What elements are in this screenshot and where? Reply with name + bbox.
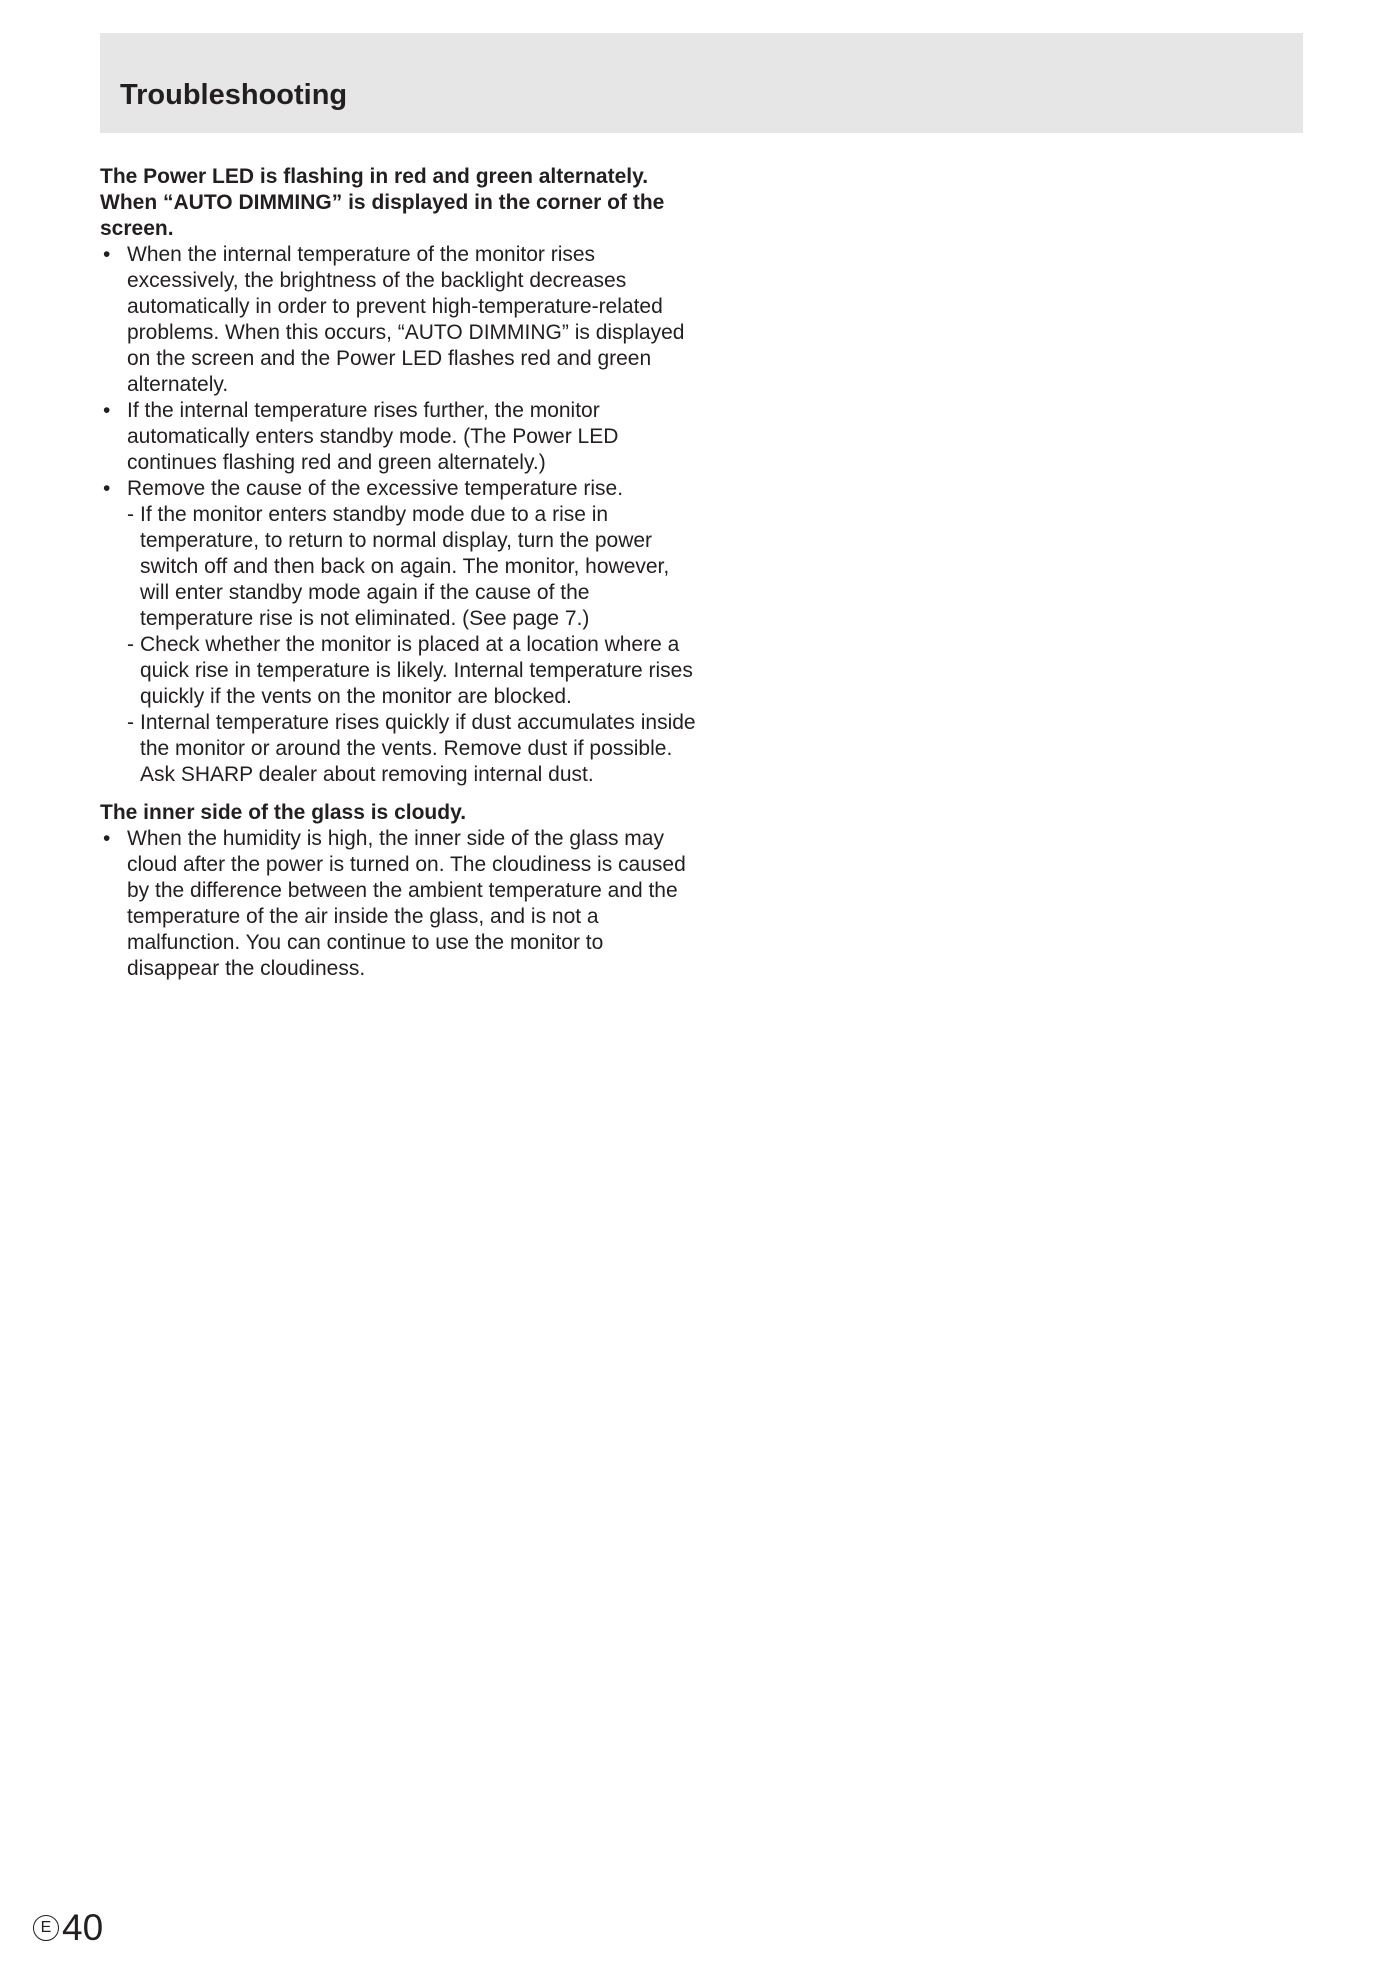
page-title: Troubleshooting — [120, 79, 348, 111]
bullet-item — [100, 242, 700, 398]
bullet-item — [100, 476, 700, 788]
sub-item — [127, 710, 700, 788]
bullet-text: If the internal temperature rises further, the monitor automatically enters standby mode. (The Power LED continues flashing red and green alternately.) — [127, 399, 619, 474]
sub-item-text: Internal temperature rises quickly if dust accumulates inside the monitor or around the vents. Remove dust if possible. Ask SHARP dealer about removing internal dust. — [140, 711, 696, 786]
section-heading: The Power LED is flashing in red and green alternately. When “AUTO DIMMING” is displayed in the corner of the screen. — [100, 165, 665, 240]
bullet-item — [100, 398, 700, 476]
sub-item — [127, 632, 700, 710]
section-header-bar — [100, 33, 1303, 133]
sub-item-text: Check whether the monitor is placed at a location where a quick rise in temperature is likely. Internal temperature rises quickly if the vents on the monitor are blocked. — [140, 633, 693, 708]
bullet-text: When the humidity is high, the inner side of the glass may cloud after the power is turned on. The cloudiness is caused by the difference between the ambient temperature and the temperature of the air inside the glass, and is not a malfunction. You can continue to use the monitor to disappear the cloudiness. — [127, 827, 686, 980]
bullet-item — [100, 826, 700, 982]
bullet-list — [100, 242, 700, 788]
bullet-text: When the internal temperature of the monitor rises excessively, the brightness of the backlight decreases automatically in order to prevent high-temperature-related problems. When this occurs, “AUTO DIMMING” is displayed on the screen and the Power LED flashes red and green alternately. — [127, 243, 685, 396]
language-badge-icon: E — [33, 1915, 59, 1941]
main-content — [100, 164, 700, 982]
section-spacer — [100, 788, 700, 800]
section-heading: The inner side of the glass is cloudy. — [100, 801, 467, 824]
sub-list — [127, 502, 700, 788]
troubleshooting-section-cloudy-glass — [100, 800, 700, 982]
bullet-text: Remove the cause of the excessive temperature rise. — [127, 477, 624, 500]
sub-item-text: If the monitor enters standby mode due to a rise in temperature, to return to normal display, turn the power switch off and then back on again. The monitor, however, will enter standby mode again if the cause of the temperature rise is not eliminated. (See page 7.) — [140, 503, 670, 630]
page-footer — [33, 1908, 103, 1948]
sub-item — [127, 502, 700, 632]
bullet-list — [100, 826, 700, 982]
page-number: 40 — [62, 1907, 104, 1948]
troubleshooting-section-auto-dimming — [100, 164, 700, 788]
